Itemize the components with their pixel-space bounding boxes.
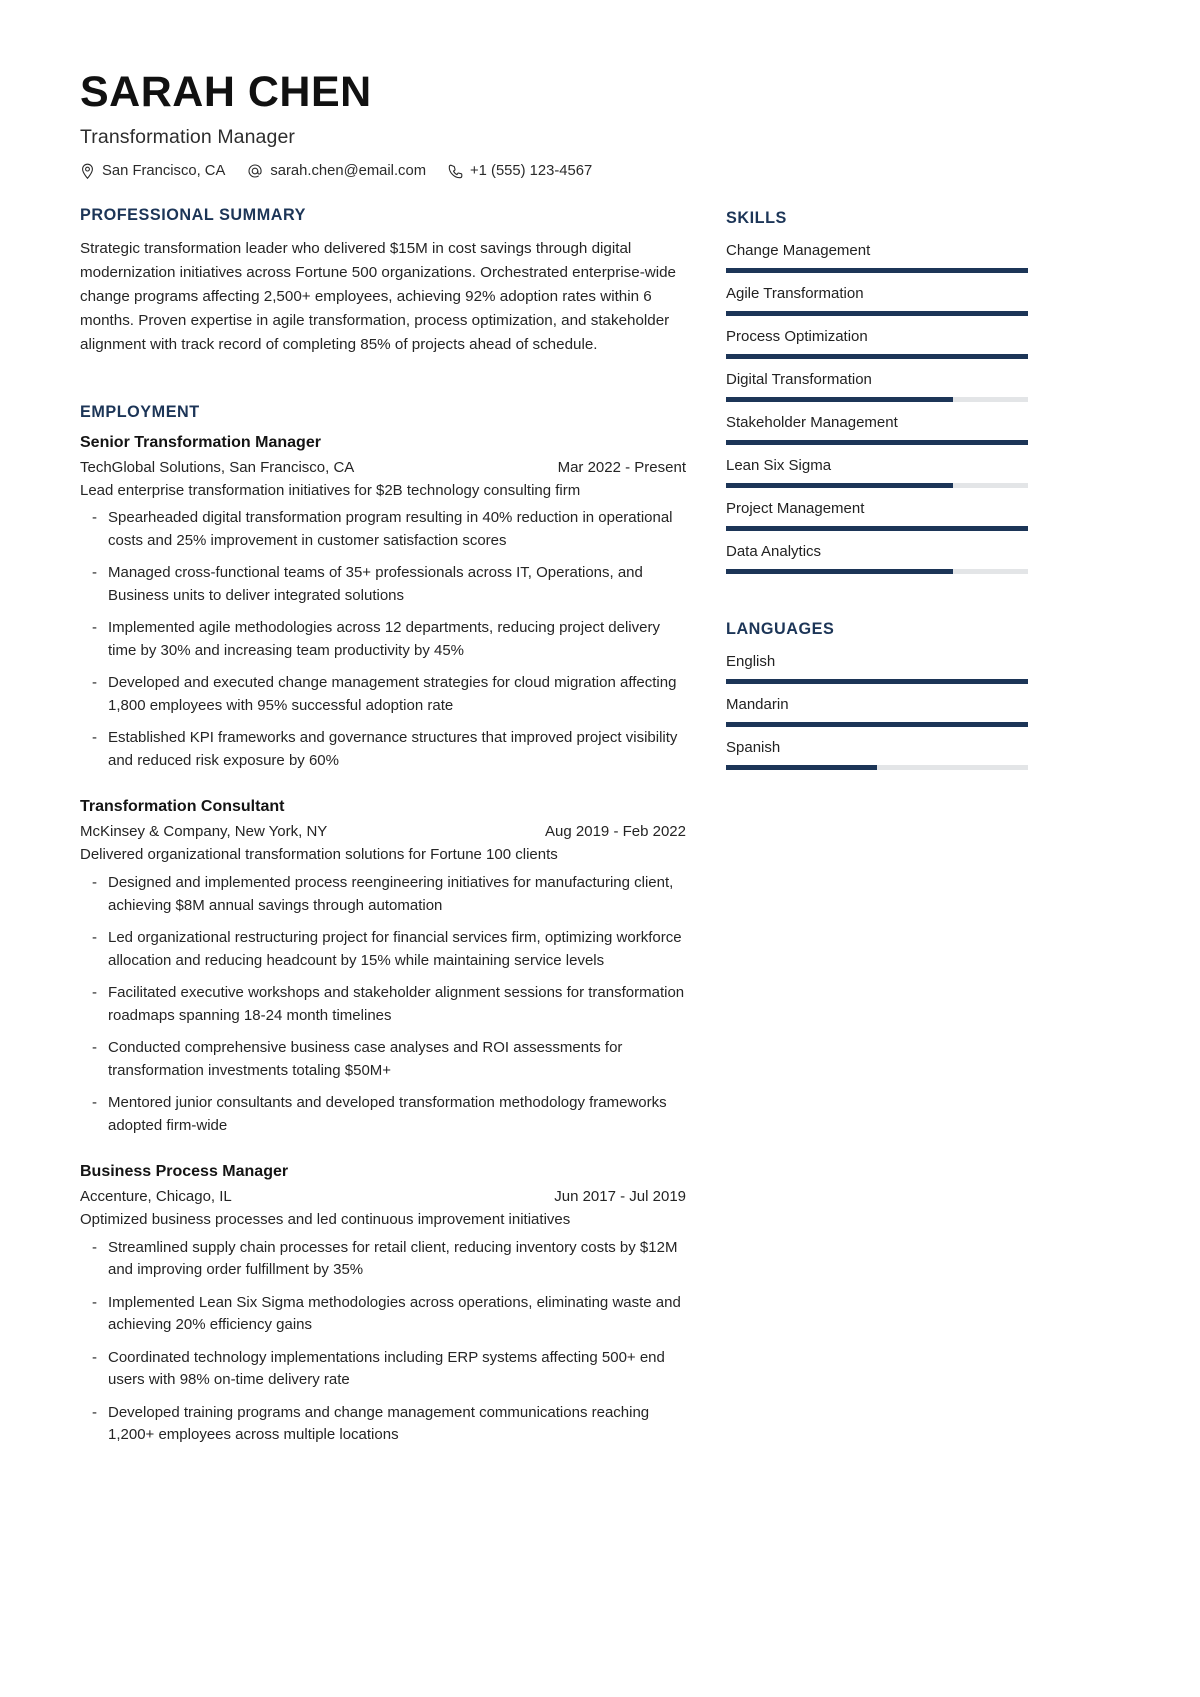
job-role: Senior Transformation Manager — [80, 433, 321, 451]
job-dates: Jun 2017 - Jul 2019 — [554, 1188, 686, 1206]
section-employment — [80, 403, 686, 1447]
skill-level-bar — [726, 268, 1028, 273]
employment-entry — [80, 1163, 686, 1447]
resume-body — [80, 206, 1120, 1447]
section-languages — [726, 620, 1028, 770]
spacer — [726, 586, 1028, 620]
skill-label: Stakeholder Management — [726, 413, 898, 431]
spacer — [80, 772, 686, 798]
skill-level-bar — [726, 354, 1028, 359]
skill-level-fill — [726, 569, 953, 574]
job-bullet: - Facilitated executive workshops and stakeholder alignment sessions for transformation roadmaps spanning 18-24 month timelines — [80, 982, 686, 1027]
job-bullet: - Managed cross-functional teams of 35+ professionals across IT, Operations, and Business units to deliver integrated solutions — [80, 562, 686, 607]
language-level-bar — [726, 765, 1028, 770]
candidate-title: Transformation Manager — [80, 125, 295, 148]
contact-email[interactable] — [247, 163, 426, 179]
skill-level-bar — [726, 397, 1028, 402]
phone-icon — [448, 163, 463, 179]
contact-phone-text: +1 (555) 123-4567 — [470, 163, 593, 180]
location-pin-icon — [80, 163, 95, 180]
skill-level-fill — [726, 440, 1028, 445]
job-company: Accenture, Chicago, IL — [80, 1188, 232, 1206]
employment-entry — [80, 434, 686, 773]
skills-heading: SKILLS — [726, 208, 787, 227]
job-bullet: - Developed training programs and change management communications reaching 1,200+ employees across multiple locations — [80, 1402, 686, 1447]
job-bullet-list — [80, 872, 686, 1137]
skill-item — [726, 285, 1028, 316]
skill-level-bar — [726, 483, 1028, 488]
candidate-name: SARAH CHEN — [80, 68, 372, 116]
language-label: Mandarin — [726, 695, 789, 713]
skill-level-bar — [726, 526, 1028, 531]
skill-label: Digital Transformation — [726, 370, 872, 388]
skill-item — [726, 500, 1028, 531]
skill-label: Agile Transformation — [726, 284, 864, 302]
language-label: English — [726, 652, 776, 670]
job-description: Lead enterprise transformation initiatives for $2B technology consulting firm — [80, 481, 581, 499]
job-bullet: - Developed and executed change management strategies for cloud migration affecting 1,800 employees with 95% successful adoption rate — [80, 672, 686, 717]
summary-text: Strategic transformation leader who delivered $15M in cost savings through digital modernization initiatives across Fortune 500 organizations. Orchestrated enterprise-wide change programs affecting 2,500+ employees, achieving 92% adoption rates within 6 months. Proven expertise in agile transformation, process optimization, and stakeholder alignment with track record of completing 85% of projects ahead of schedule. — [80, 239, 676, 353]
job-bullet: - Spearheaded digital transformation program resulting in 40% reduction in operational costs and 25% improvement in customer satisfaction scores — [80, 507, 686, 552]
sidebar-column — [726, 206, 1028, 782]
employment-entry — [80, 798, 686, 1137]
contact-phone[interactable] — [448, 163, 592, 179]
job-role: Business Process Manager — [80, 1163, 289, 1181]
job-bullet: - Implemented Lean Six Sigma methodologies across operations, eliminating waste and achieving 20% efficiency gains — [80, 1292, 686, 1337]
language-label: Spanish — [726, 738, 781, 756]
skill-level-bar — [726, 569, 1028, 574]
job-bullet: - Designed and implemented process reengineering initiatives for manufacturing client, achieving $8M annual savings through automation — [80, 872, 686, 917]
job-bullet: - Streamlined supply chain processes for retail client, reducing inventory costs by $12M and improving order fulfillment by 35% — [80, 1237, 686, 1282]
job-bullet: - Mentored junior consultants and developed transformation methodology frameworks adopted firm-wide — [80, 1092, 686, 1137]
skill-level-fill — [726, 354, 1028, 359]
job-bullet-list — [80, 1237, 686, 1447]
job-bullet: - Implemented agile methodologies across 12 departments, reducing project delivery time by 30% and increasing team productivity by 45% — [80, 617, 686, 662]
job-bullet: - Coordinated technology implementations including ERP systems affecting 500+ end users with 98% on-time delivery rate — [80, 1347, 686, 1392]
contact-location — [80, 163, 225, 180]
skill-label: Change Management — [726, 241, 871, 259]
summary-heading: PROFESSIONAL SUMMARY — [80, 205, 306, 224]
job-bullet-list — [80, 507, 686, 772]
job-dates: Aug 2019 - Feb 2022 — [545, 823, 686, 841]
language-item — [726, 653, 1028, 684]
skill-label: Lean Six Sigma — [726, 456, 832, 474]
skill-item — [726, 371, 1028, 402]
skill-item — [726, 242, 1028, 273]
language-level-fill — [726, 679, 1028, 684]
skill-level-fill — [726, 311, 1028, 316]
skill-item — [726, 328, 1028, 359]
skill-level-fill — [726, 268, 1028, 273]
section-skills — [726, 209, 1028, 574]
job-description: Delivered organizational transformation solutions for Fortune 100 clients — [80, 846, 558, 864]
skill-level-bar — [726, 311, 1028, 316]
job-bullet: - Led organizational restructuring project for financial services firm, optimizing workforce allocation and reducing headcount by 15% while maintaining service levels — [80, 927, 686, 972]
job-role: Transformation Consultant — [80, 798, 285, 816]
language-item — [726, 696, 1028, 727]
skill-item — [726, 543, 1028, 574]
skill-level-fill — [726, 397, 953, 402]
spacer — [80, 1137, 686, 1163]
job-meta — [80, 459, 686, 476]
language-item — [726, 739, 1028, 770]
main-column — [80, 206, 686, 1447]
skill-level-bar — [726, 440, 1028, 445]
job-company: McKinsey & Company, New York, NY — [80, 823, 328, 841]
resume-header — [80, 70, 1120, 180]
language-level-fill — [726, 722, 1028, 727]
skill-level-fill — [726, 526, 1028, 531]
job-company: TechGlobal Solutions, San Francisco, CA — [80, 458, 355, 476]
job-bullet: - Conducted comprehensive business case analyses and ROI assessments for transformation investments totaling $50M+ — [80, 1037, 686, 1082]
contact-location-text: San Francisco, CA — [102, 163, 226, 180]
skill-label: Project Management — [726, 499, 865, 517]
language-level-fill — [726, 765, 877, 770]
skill-label: Process Optimization — [726, 327, 868, 345]
spacer — [80, 357, 686, 403]
job-meta — [80, 823, 686, 840]
language-level-bar — [726, 679, 1028, 684]
job-dates: Mar 2022 - Present — [557, 458, 686, 476]
job-bullet: - Established KPI frameworks and governance structures that improved project visibility and reduced risk exposure by 60% — [80, 727, 686, 772]
job-meta — [80, 1188, 686, 1205]
job-description: Optimized business processes and led continuous improvement initiatives — [80, 1211, 571, 1229]
contact-row — [80, 163, 1120, 180]
skill-item — [726, 457, 1028, 488]
skill-label: Data Analytics — [726, 542, 822, 560]
employment-heading: EMPLOYMENT — [80, 402, 200, 421]
skill-item — [726, 414, 1028, 445]
languages-heading: LANGUAGES — [726, 619, 835, 638]
at-sign-icon — [247, 163, 263, 179]
skill-level-fill — [726, 483, 953, 488]
language-level-bar — [726, 722, 1028, 727]
contact-email-text: sarah.chen@email.com — [270, 163, 427, 180]
section-professional-summary — [80, 206, 686, 357]
